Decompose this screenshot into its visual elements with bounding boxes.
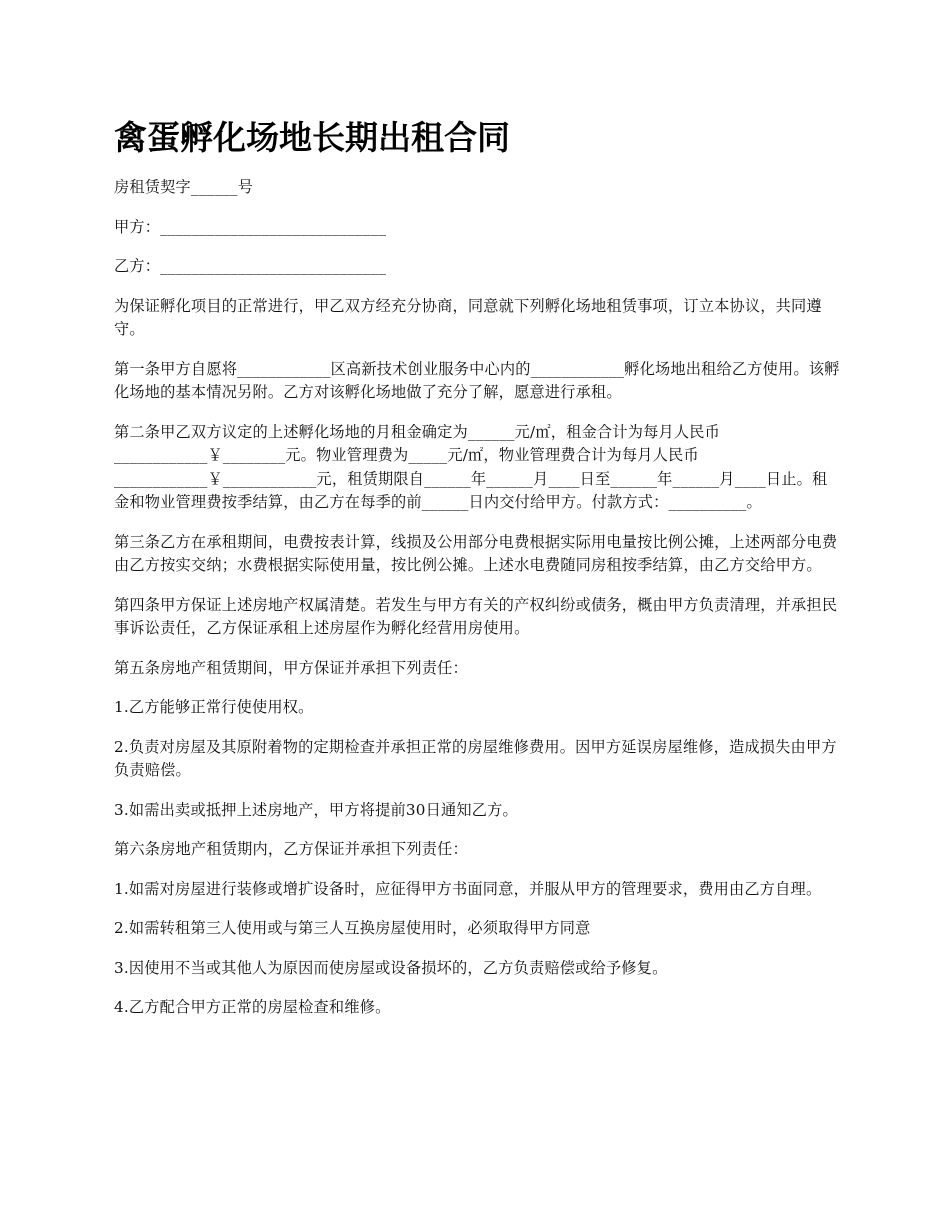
article-6-item-3: 3.因使用不当或其他人为原因而使房屋或设备损坏的，乙方负责赔偿或给予修复。 [114,958,668,977]
article-4-paragraph: 第四条甲方保证上述房地产权属清楚。若发生与甲方有关的产权纠纷或债务，概由甲方负责清理，并承担民事诉讼责任，乙方保证承租上述房屋作为孵化经营用房使用。 [114,595,838,637]
article-6-item-2: 2.如需转租第三人使用或与第三人互换房屋使用时，必须取得甲方同意 [114,919,591,937]
article-6-heading: 第六条房地产租赁期内，乙方保证并承担下列责任： [114,840,468,858]
article-6-item-1: 1.如需对房屋进行装修或增扩设备时，应征得甲方书面同意，并服从甲方的管理要求，费用由乙方自理。 [114,879,822,898]
party-b-line: 乙方：_____________________________ [114,257,387,275]
preamble-paragraph: 为保证孵化项目的正常进行，甲乙双方经充分协商，同意就下列孵化场地租赁事项，订立本协议，共同遵守。 [114,296,822,338]
document-body [114,176,842,1036]
article-5-item-3: 3.如需出卖或抵押上述房地产，甲方将提前30日通知乙方。 [114,800,518,819]
article-5-item-1: 1.乙方能够正常行使使用权。 [114,698,314,716]
article-2-paragraph: 第二条甲乙双方议定的上述孵化场地的月租金确定为______元/㎡，租金合计为每月人民币____________￥________元。物业管理费为_____元/㎡，物业管理费合计为每月人民币____________￥____________元，租赁期限自______年______月____日至______年______月____日止。租金和物业管理费按季结算，由乙方在每季的前______日内交付给甲方。付款方式：__________。 [114,422,828,511]
party-a-line: 甲方：_____________________________ [114,217,387,236]
article-5-item-2: 2.负责对房屋及其原附着物的定期检查并承担正常的房屋维修费用。因甲方延误房屋维修，造成损失由甲方负责赔偿。 [114,737,837,779]
document-title: 禽蛋孵化场地长期出租合同 [114,118,510,157]
article-3-paragraph: 第三条乙方在承租期间，电费按表计算，线损及公用部分电费根据实际用电量按比例公摊，上述两部分电费由乙方按实交纳；水费根据实际使用量，按比例公摊。上述水电费随同房租按季结算，由乙方交给甲方。 [114,532,838,574]
article-1-paragraph: 第一条甲方自愿将____________区高新技术创业服务中心内的____________孵化场地出租给乙方使用。该孵化场地的基本情况另附。乙方对该孵化场地做了充分了解，愿意进行承租。 [114,359,840,401]
contract-number-line: 房租赁契字______号 [114,178,254,196]
article-6-item-4: 4.乙方配合甲方正常的房屋检查和维修。 [114,998,391,1016]
article-5-heading: 第五条房地产租赁期间，甲方保证并承担下列责任： [114,658,468,677]
